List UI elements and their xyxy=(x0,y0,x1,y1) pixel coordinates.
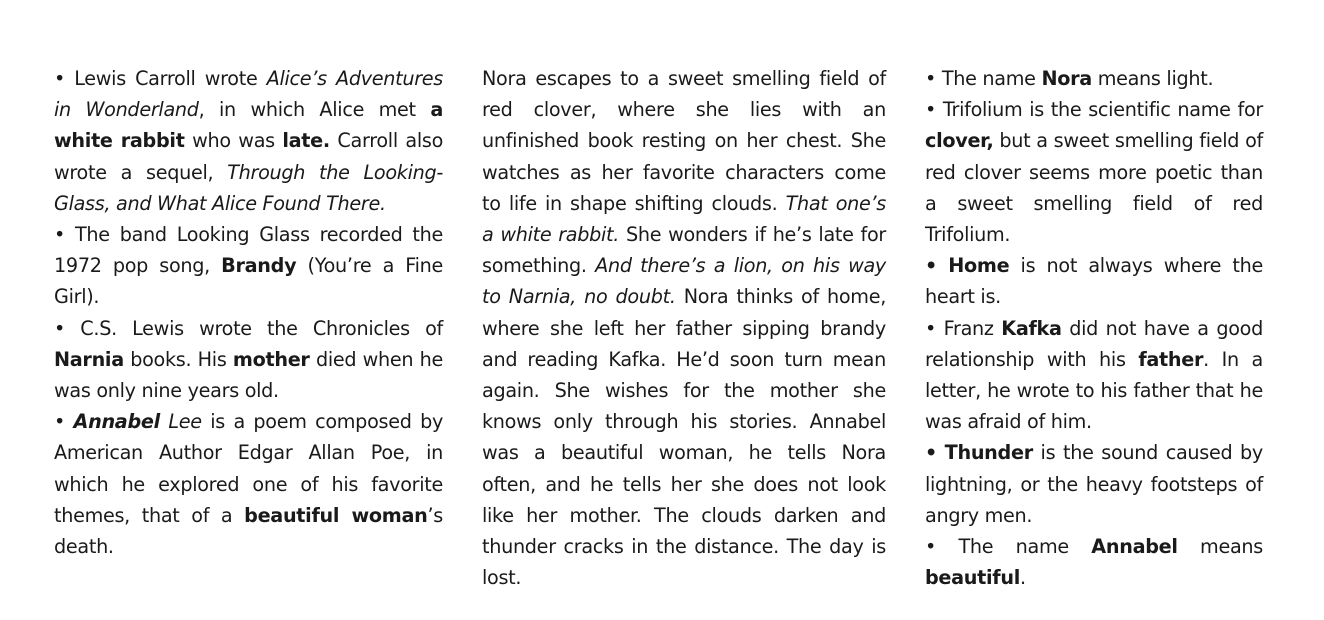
bullet: • xyxy=(925,535,937,559)
story-paragraph xyxy=(482,63,886,593)
fact-annabel-lee xyxy=(54,406,443,562)
text-run: is a poem composed by American Author Edgar Allan Poe, in which he explored one of his favorite themes, that of a xyxy=(54,410,444,527)
bullet: • xyxy=(54,410,66,434)
fact-home xyxy=(925,250,1263,312)
text-run: Franz xyxy=(943,316,1002,340)
text-run: The band Looking Glass recorded the 1972 pop song, xyxy=(54,223,443,278)
text-run: died when he was only nine years old. xyxy=(54,347,443,403)
bullet: • xyxy=(54,223,66,247)
keyword-annabel-name: Annabel xyxy=(1091,535,1178,559)
text-run: means xyxy=(1177,535,1263,559)
italic-thought-lion: And there’s a lion, on his way to Narnia, no doubt. xyxy=(482,254,886,309)
text-run: means light. xyxy=(1091,67,1214,90)
bullet: • xyxy=(925,98,937,122)
bullet: • xyxy=(925,254,937,278)
italic-thought-rabbit: That one’s a white rabbit. xyxy=(482,191,886,247)
keyword-nora: Nora xyxy=(1041,67,1092,90)
book-title-alice: Alice’s Adventures in Wonderland xyxy=(54,67,443,122)
text-run: books. His xyxy=(123,347,233,371)
keyword-mother: mother xyxy=(232,347,310,371)
bullet: • xyxy=(925,441,937,465)
text-run: The name xyxy=(941,67,1042,90)
fact-name-nora xyxy=(925,63,1263,94)
book-title-looking-glass: Through the Looking-Glass, and What Alice Found There. xyxy=(54,160,444,215)
keyword-thunder: Thunder xyxy=(944,441,1033,465)
text-run: Lewis Carroll wrote xyxy=(74,67,267,90)
bullet: • xyxy=(54,316,66,340)
keyword-beautiful-woman: beautiful woman xyxy=(244,503,428,527)
text-run: who was xyxy=(184,129,283,153)
fact-name-annabel xyxy=(925,531,1263,593)
middle-column xyxy=(482,63,886,593)
text-run: . xyxy=(1020,566,1026,590)
text-run: C.S. Lewis wrote the Chronicles of xyxy=(80,316,443,340)
right-column xyxy=(925,63,1263,593)
bullet: • xyxy=(925,316,937,340)
keyword-father: father xyxy=(1138,347,1204,371)
left-column xyxy=(54,63,443,562)
text-run: Carroll also wrote a sequel, xyxy=(54,129,444,184)
text-run: but a sweet smelling field of red clover seems more poetic than a sweet smelling field of red Trifolium. xyxy=(925,129,1263,247)
text-run: (You’re a Fine Girl). xyxy=(54,254,443,309)
keyword-white-rabbit: a white rabbit xyxy=(54,98,443,153)
text-run: Nora escapes to a sweet smelling field of red clover, where she lies with an unfinished book resting on her chest. She watches as her favorite characters come to life in shape shifting clouds. xyxy=(482,67,886,215)
fact-trifolium xyxy=(925,94,1263,250)
text-run: , in which Alice met xyxy=(198,98,431,122)
fact-looking-glass-band xyxy=(54,219,443,313)
fact-kafka xyxy=(925,313,1263,438)
text-run: Nora thinks of home, where she left her father sipping brandy and reading Kafka. He’d soon turn mean again. She wishes for the mother she knows only through his stories. Annabel was a beautiful woman, he tells Nora often, and he tells her she does not look like her mother. The clouds darken and thunder cracks in the distance. The day is lost. xyxy=(482,285,886,590)
fact-lewis-carroll xyxy=(54,63,443,219)
text-run: is the sound caused by lightning, or the heavy footsteps of angry men. xyxy=(925,441,1263,527)
bullet: • xyxy=(54,67,66,90)
fact-thunder xyxy=(925,437,1263,531)
text-run: The name xyxy=(958,535,1092,559)
text-run: did not have a good relationship with his xyxy=(925,316,1263,371)
keyword-annabel: Annabel xyxy=(73,410,160,434)
bullet: • xyxy=(925,67,937,90)
fact-cs-lewis xyxy=(54,313,443,407)
keyword-kafka: Kafka xyxy=(1001,316,1062,340)
text-run: is not always where the heart is. xyxy=(925,254,1263,309)
text-run: ’s death. xyxy=(54,503,443,559)
keyword-home: Home xyxy=(948,254,1010,278)
keyword-late: late. xyxy=(282,129,330,153)
keyword-beautiful: beautiful xyxy=(925,566,1020,590)
keyword-narnia: Narnia xyxy=(54,347,124,371)
poem-title-lee: Lee xyxy=(159,410,202,434)
keyword-clover: clover, xyxy=(925,129,994,153)
text-run: She wonders if he’s late for something. xyxy=(482,223,887,278)
text-run: Trifolium is the scientific name for xyxy=(942,98,1263,122)
text-run: . In a letter, he wrote to his father that he was afraid of him. xyxy=(925,347,1264,434)
keyword-brandy: Brandy xyxy=(221,254,297,278)
